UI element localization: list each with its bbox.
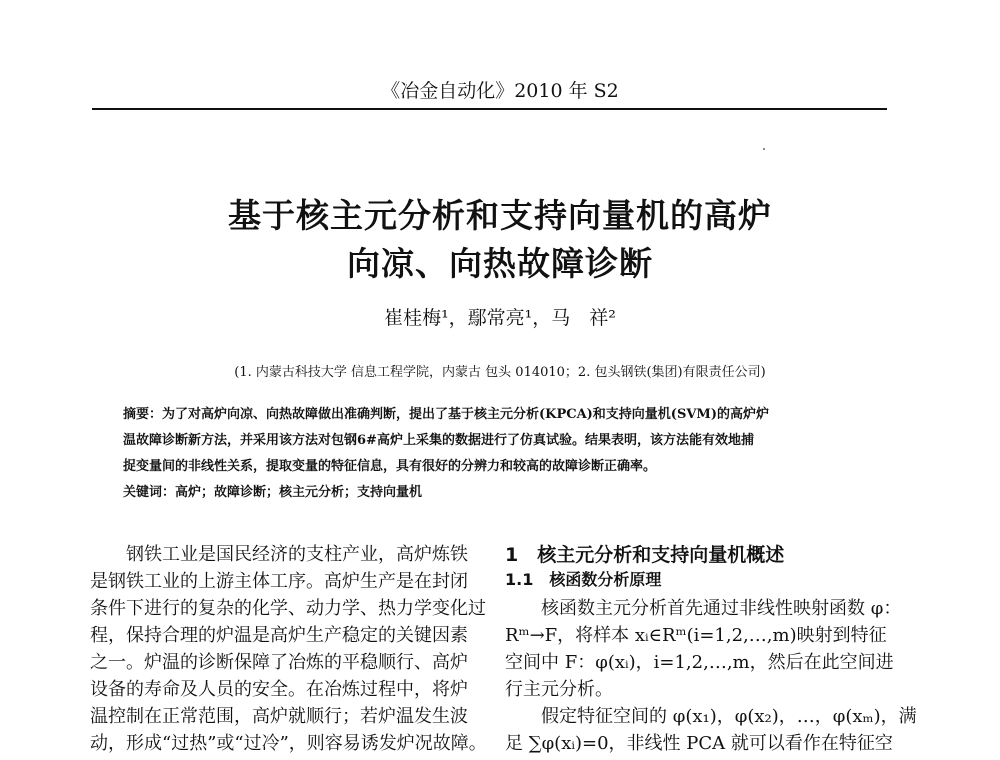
subsection-heading: 1.1 核函数分析原理 [505, 570, 662, 589]
body-line: 程，保持合理的炉温是高炉生产稳定的关键因素 [90, 625, 468, 646]
journal-header: 《冶金自动化》2010 年 S2 [381, 80, 619, 102]
body-line: 是钢铁工业的上游主体工序。高炉生产是在封闭 [90, 571, 468, 592]
title-line-2: 向凉、向热故障诊断 [347, 244, 653, 283]
body-line: 行主元分析。 [505, 679, 613, 700]
keywords: 关键词：高炉；故障诊断；核主元分析；支持向量机 [123, 485, 423, 500]
abstract-line: 摘要：为了对高炉向凉、向热故障做出准确判断，提出了基于核主元分析(KPCA)和支持向量机(SVM)的高炉炉 [123, 407, 769, 422]
body-line: 动，形成“过热”或“过冷”，则容易诱发炉况故障。 [90, 733, 487, 754]
body-line: Rᵐ→F，将样本 xᵢ∈Rᵐ(i=1,2,…,m)映射到特征 [505, 625, 887, 646]
body-line: 空间中 F：φ(xᵢ)，i=1,2,…,m，然后在此空间进 [505, 652, 894, 673]
body-line: 核函数主元分析首先通过非线性映射函数 φ： [505, 598, 902, 619]
body-line: 之一。炉温的诊断保障了冶炼的平稳顺行、高炉 [90, 652, 468, 673]
affiliation: (1. 内蒙古科技大学 信息工程学院，内蒙古 包头 014010；2. 包头钢铁(集团)有限责任公司) [234, 365, 766, 380]
body-line: 足 ∑φ(xᵢ)=0，非线性 PCA 就可以看作在特征空 [505, 733, 893, 754]
scan-speck [763, 148, 765, 150]
title-line-1: 基于核主元分析和支持向量机的高炉 [228, 196, 772, 235]
body-line: 钢铁工业是国民经济的支柱产业，高炉炼铁 [90, 544, 468, 565]
header-rule [92, 108, 887, 110]
body-line: 设备的寿命及人员的安全。在冶炼过程中，将炉 [90, 679, 468, 700]
section-heading: 1 核主元分析和支持向量机概述 [505, 544, 785, 566]
body-line: 条件下进行的复杂的化学、动力学、热力学变化过 [90, 598, 486, 619]
authors: 崔桂梅¹，鄢常亮¹，马 祥² [384, 307, 616, 329]
abstract-line: 温故障诊断新方法，并采用该方法对包钢6#高炉上采集的数据进行了仿真试验。结果表明，该方法能有效地捕 [123, 433, 754, 448]
abstract-line: 捉变量间的非线性关系，提取变量的特征信息，具有很好的分辨力和较高的故障诊断正确率。 [123, 459, 657, 474]
body-line: 假定特征空间的 φ(x₁)，φ(x₂)，…，φ(xₘ)，满 [505, 706, 917, 727]
body-line: 温控制在正常范围，高炉就顺行；若炉温发生波 [90, 706, 468, 727]
